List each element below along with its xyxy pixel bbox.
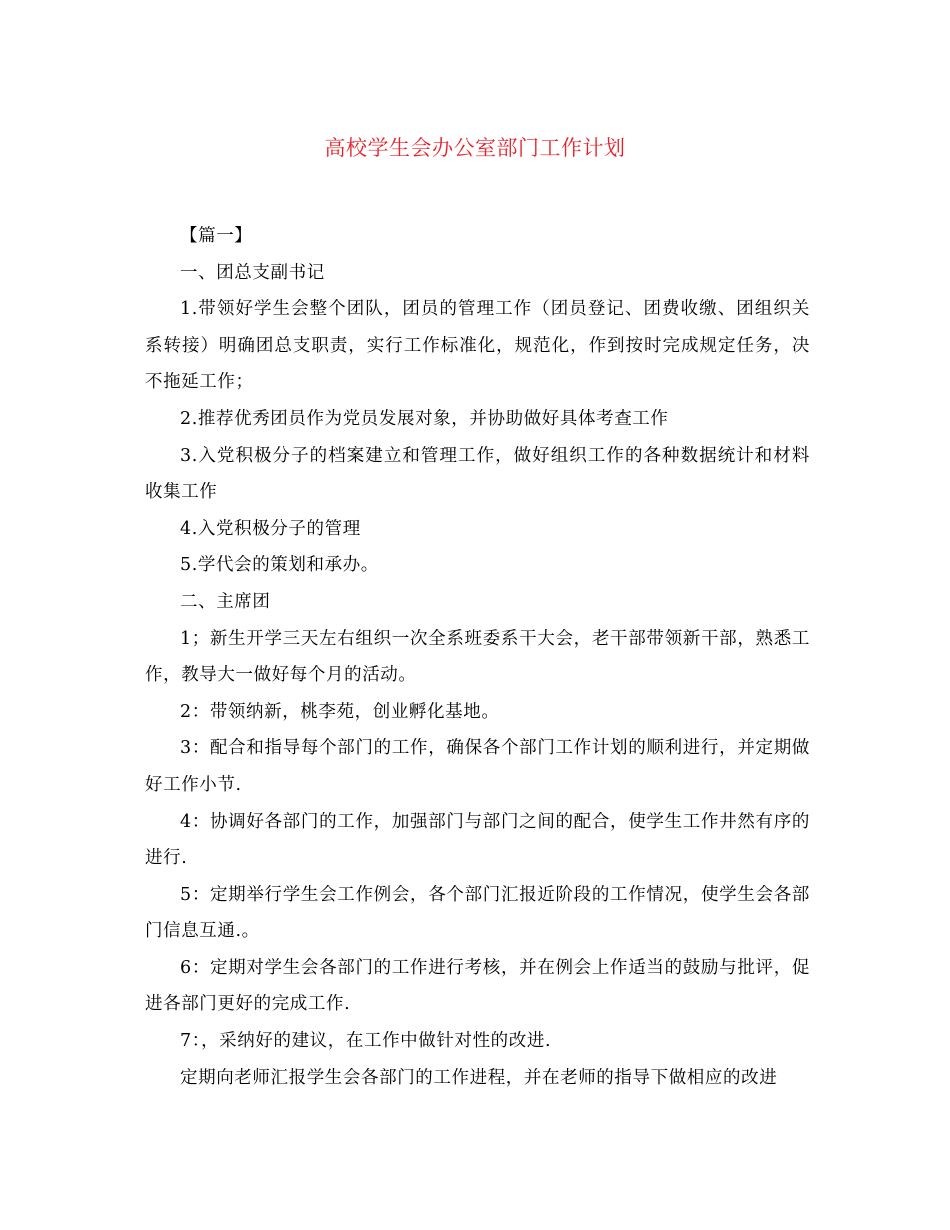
- paragraph: 3：配合和指导每个部门的工作，确保各个部门工作计划的顺利进行，并定期做好工作小节.: [145, 738, 810, 795]
- paragraph: 4.入党积极分子的管理: [180, 518, 361, 539]
- section-heading-presidium: 二、主席团: [180, 591, 271, 612]
- paragraph: 4：协调好各部门的工作，加强部门与部门之间的配合，使学生工作井然有序的进行.: [145, 811, 810, 869]
- paragraph: 5：定期举行学生会工作例会，各个部门汇报近阶段的工作情况，使学生会各部门信息互通.。: [145, 884, 810, 942]
- paragraph: 定期向老师汇报学生会各部门的工作进程，并在老师的指导下做相应的改进: [180, 1067, 778, 1088]
- paragraph: 6：定期对学生会各部门的工作进行考核，并在例会上作适当的鼓励与批评，促进各部门更好的完成工作.: [145, 957, 810, 1015]
- document-title: 高校学生会办公室部门工作计划: [324, 136, 626, 160]
- paragraph: 5.学代会的策划和承办。: [180, 555, 379, 576]
- paragraph: 7：，采纳好的建议，在工作中做针对性的改进.: [180, 1031, 552, 1052]
- paragraph: 3.入党积极分子的档案建立和管理工作，做好组织工作的各种数据统计和材料收集工作: [145, 445, 810, 503]
- paragraph: 1；新生开学三天左右组织一次全系班委系干大会，老干部带领新干部，熟悉工作，教导大一做好每个月的活动。: [145, 628, 810, 686]
- paragraph: 1.带领好学生会整个团队，团员的管理工作（团员登记、团费收缴、团组织关系转接）明确团总支职责，实行工作标准化，规范化，作到按时完成规定任务，决不拖延工作；: [145, 299, 810, 393]
- paragraph: 2.推荐优秀团员作为党员发展对象，并协助做好具体考查工作: [180, 408, 669, 429]
- section-heading-part-one: 【篇一】: [180, 226, 253, 246]
- section-heading-league-secretary: 一、团总支副书记: [180, 262, 325, 283]
- paragraph: 2：带领纳新，桃李苑，创业孵化基地。: [180, 701, 500, 722]
- document-body: [145, 218, 810, 1096]
